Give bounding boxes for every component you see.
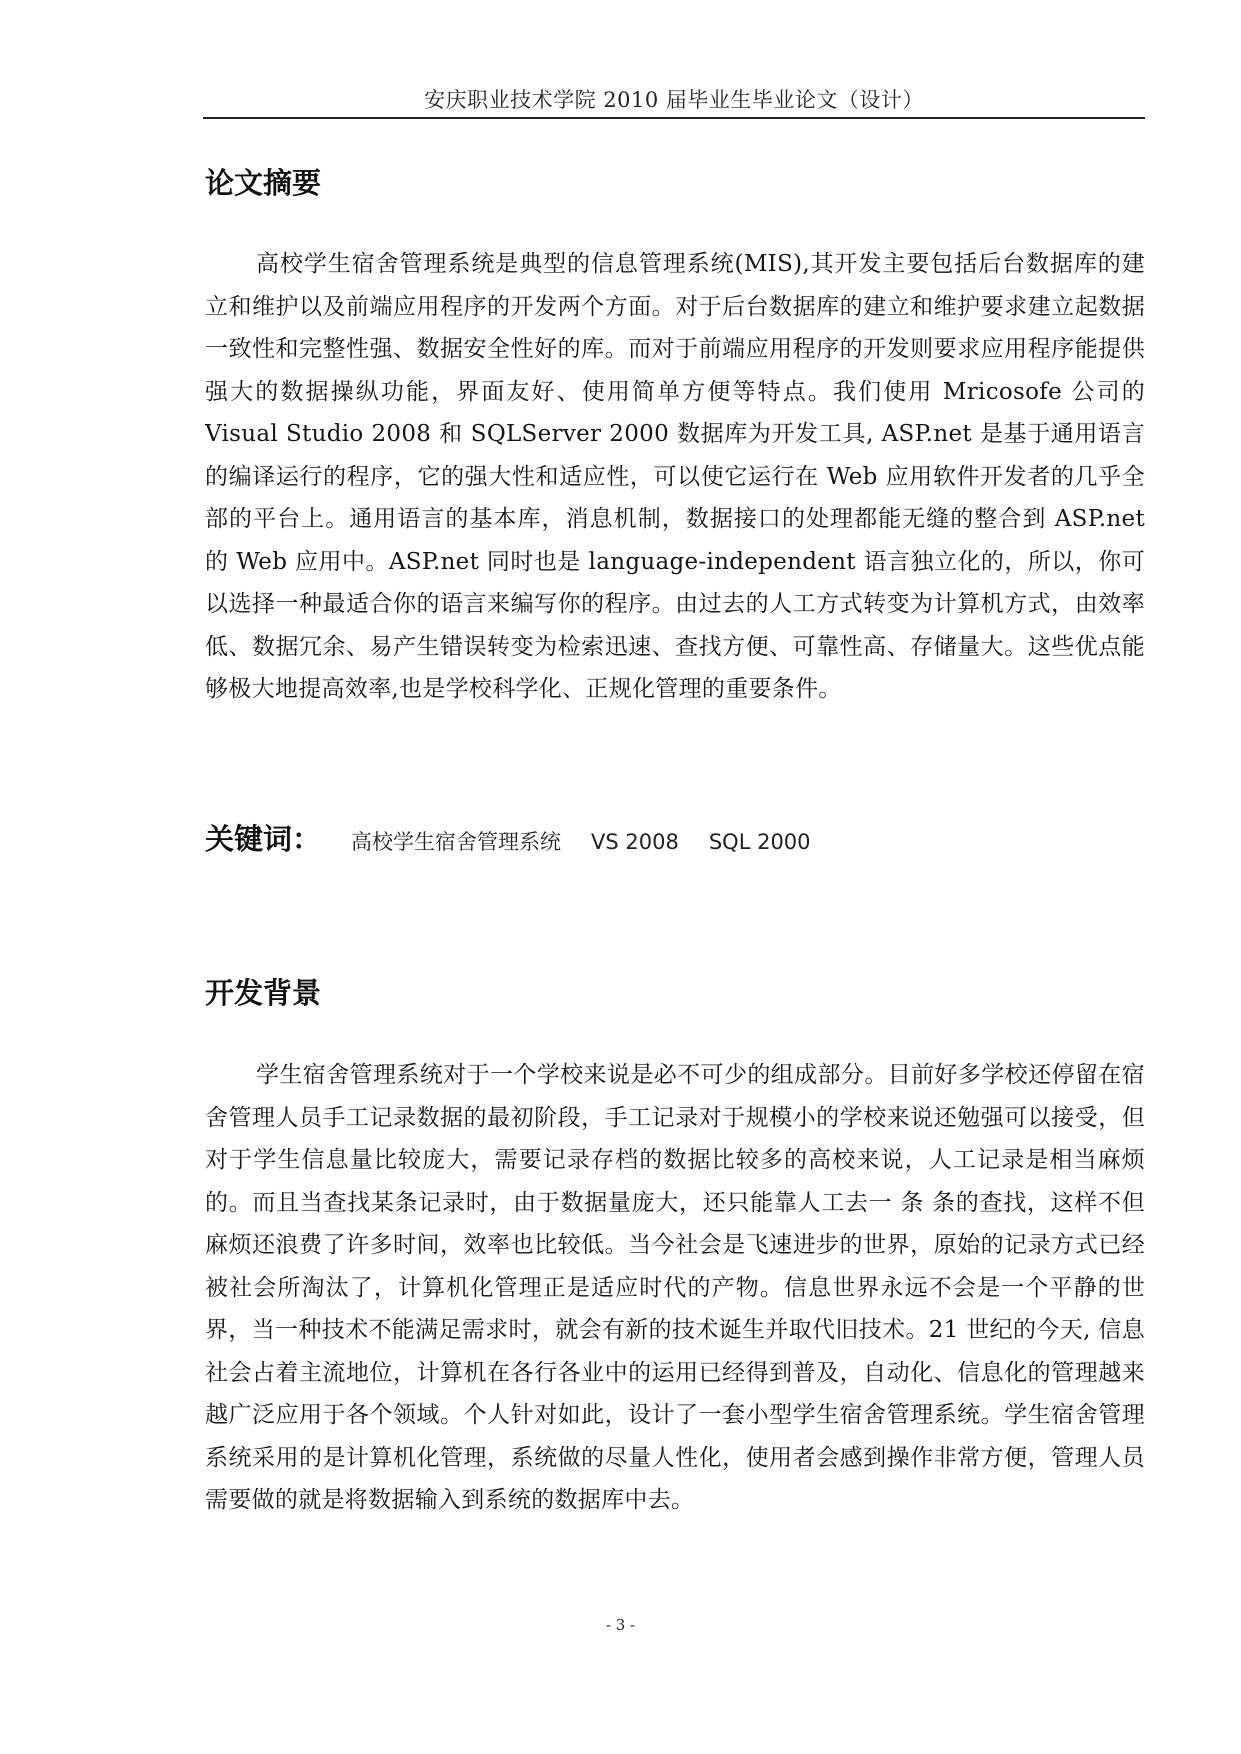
keyword-item: 高校学生宿舍管理系统 — [351, 830, 562, 854]
keywords-line — [205, 817, 841, 858]
keyword-item: SQL 2000 — [708, 830, 811, 854]
abstract-title: 论文摘要 — [205, 166, 322, 200]
header-divider — [203, 117, 1145, 119]
abstract-paragraph: 高校学生宿舍管理系统是典型的信息管理系统(MIS),其开发主要包括后台数据库的建立和维护以及前端应用程序的开发两个方面。对于后台数据库的建立和维护要求建立起数据一致性和完整性强、数据安全性好的库。而对于前端应用程序的开发则要求应用程序能提供强大的数据操纵功能，界面友好、使用简单方便等特点。我们使用 Mricosofe 公司的 Visual Studio 2008 和 SQLServer 2000 数据库为开发工具, ASP.net 是基于通用语言的编译运行的程序，它的强大性和适应性，可以使它运行在 Web 应用软件开发者的几乎全部的平台上。通用语言的基本库，消息机制，数据接口的处理都能无缝的整合到 ASP.net 的 Web 应用中。ASP.net 同时也是 language-independent 语言独立化的，所以，你可以选择一种最适合你的语言来编写你的程序。由过去的人工方式转变为计算机方式，由效率低、数据冗余、易产生错误转变为检索迅速、查找方便、可靠性高、存储量大。这些优点能够极大地提高效率,也是学校科学化、正规化管理的重要条件。 — [205, 251, 1145, 702]
keyword-item: VS 2008 — [591, 830, 679, 854]
page-number: - 3 - — [605, 1616, 636, 1634]
running-header: 安庆职业技术学院 2010 届毕业生毕业论文（设计） — [424, 88, 924, 112]
keywords-label: 关键词： — [205, 822, 322, 856]
background-title: 开发背景 — [205, 976, 322, 1010]
background-paragraph: 学生宿舍管理系统对于一个学校来说是必不可少的组成部分。目前好多学校还停留在宿舍管理人员手工记录数据的最初阶段，手工记录对于规模小的学校来说还勉强可以接受，但对于学生信息量比较庞大，需要记录存档的数据比较多的高校来说，人工记录是相当麻烦的。而且当查找某条记录时，由于数据量庞大，还只能靠人工去一 条 条的查找，这样不但麻烦还浪费了许多时间，效率也比较低。当今社会是飞速进步的世界，原始的记录方式已经被社会所淘汰了，计算机化管理正是适应时代的产物。信息世界永远不会是一个平静的世界，当一种技术不能满足需求时，就会有新的技术诞生并取代旧技术。21 世纪的今天, 信息社会占着主流地位，计算机在各行各业中的运用已经得到普及，自动化、信息化的管理越来越广泛应用于各个领域。个人针对如此，设计了一套小型学生宿舍管理系统。学生宿舍管理系统采用的是计算机化管理，系统做的尽量人性化，使用者会感到操作非常方便，管理人员需要做的就是将数据输入到系统的数据库中去。 — [205, 1062, 1145, 1513]
